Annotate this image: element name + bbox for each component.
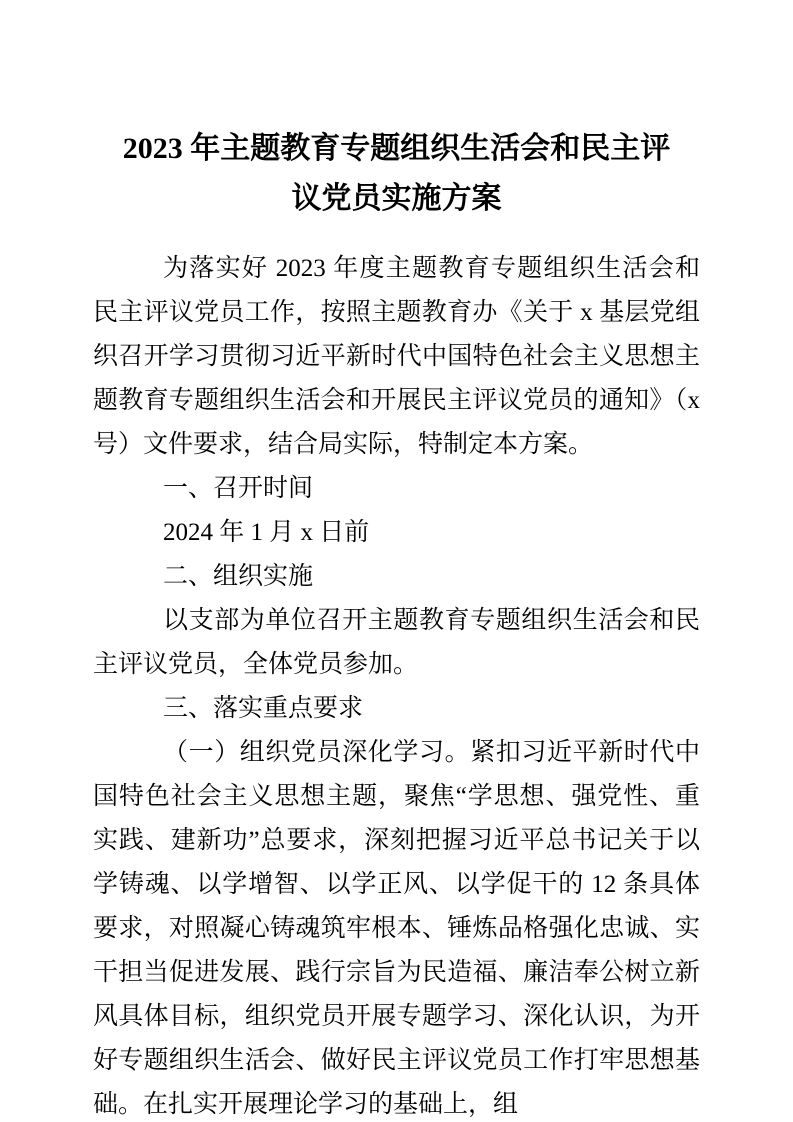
section-heading-1: 一、召开时间 bbox=[163, 475, 314, 502]
paragraph-intro: 为落实好 2023 年度主题教育专题组织生活会和民主评议党员工作，按照主题教育办《关于 x 基层党组织召开学习贯彻习近平新时代中国特色社会主义思想主题教育专题组织生活会和开展民主评议党员的通知》（x 号）文件要求，结合局实际，特制定本方案。 bbox=[93, 255, 700, 458]
paragraph-meeting-time: 2024 年 1 月 x 日前 bbox=[163, 519, 370, 546]
section-heading-3: 三、落实重点要求 bbox=[163, 695, 364, 722]
document-title bbox=[93, 124, 700, 224]
paragraph-requirement-1: （一）组织党员深化学习。紧扣习近平新时代中国特色社会主义思想主题，聚焦“学思想、强党性、重实践、建新功”总要求，深刻把握习近平总书记关于以学铸魂、以学增智、以学正风、以学促干的 12 条具体要求，对照凝心铸魂筑牢根本、锤炼品格强化忠诚、实干担当促进发展、践行宗旨为民造福、廉洁奉公树立新风具体目标，组织党员开展专题学习、深化认识，为开好专题组织生活会、做好民主评议党员工作打牢思想基础。在扎实开展理论学习的基础上，组 bbox=[93, 739, 700, 1118]
document-title-line-2: 议党员实施方案 bbox=[291, 182, 502, 215]
document-body bbox=[93, 247, 700, 1122]
section-heading-2: 二、组织实施 bbox=[163, 563, 314, 590]
paragraph-organization: 以支部为单位召开主题教育专题组织生活会和民主评议党员，全体党员参加。 bbox=[93, 607, 700, 678]
document-title-line-1: 2023 年主题教育专题组织生活会和民主评 bbox=[122, 132, 671, 165]
